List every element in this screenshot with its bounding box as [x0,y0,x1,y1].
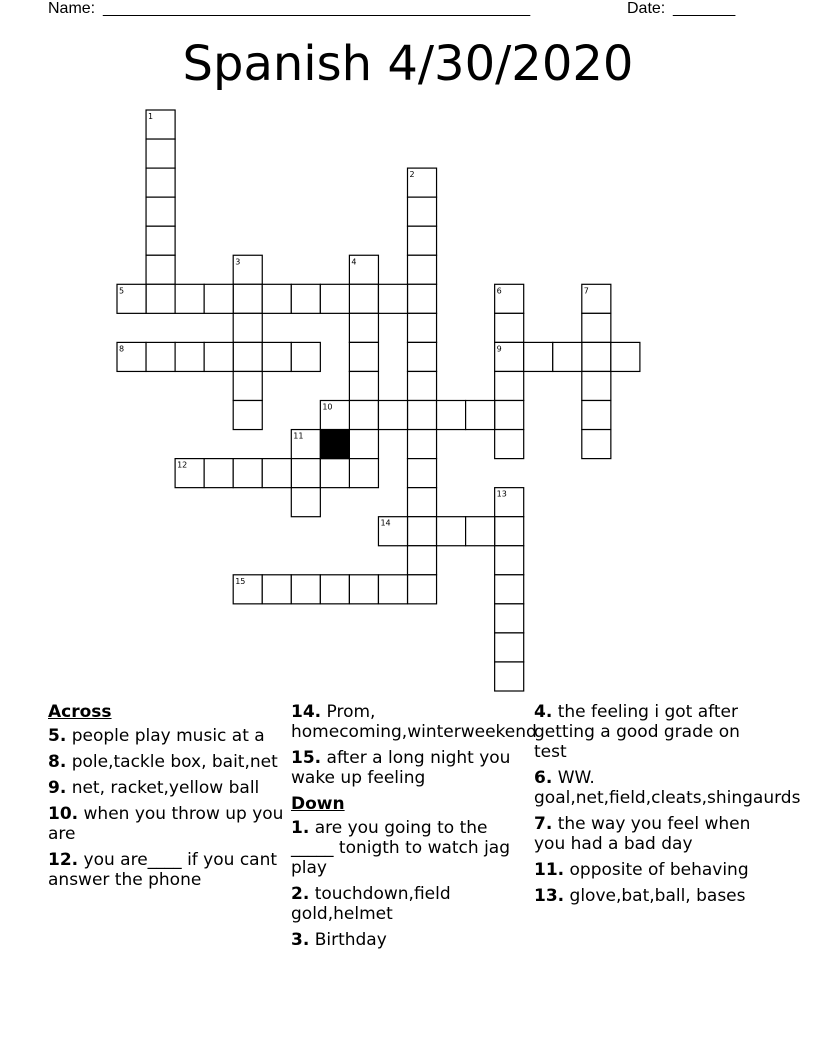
name-label: Name: [48,0,96,17]
grid-cell[interactable] [495,517,524,546]
clue-number-label: 5 [119,286,125,296]
grid-cell[interactable] [349,313,378,342]
clue-across-12 [48,850,286,890]
clue-across-15 [291,748,529,788]
clue-down-7 [534,814,772,854]
grid-cell[interactable] [349,255,378,284]
clue-number: 8. [48,752,67,772]
grid-cell[interactable] [233,459,262,488]
grid-cell[interactable] [378,401,407,430]
grid-cell[interactable] [291,342,320,371]
grid-cell[interactable] [582,401,611,430]
grid-cell[interactable] [146,197,175,226]
clue-number: 6. [534,768,553,788]
grid-cell[interactable] [466,517,495,546]
grid-cell[interactable] [233,575,262,604]
clue-down-1 [291,818,529,878]
clue-number: 11. [534,860,565,880]
clue-number: 3. [291,930,310,950]
clue-text: people play music at a [71,726,265,746]
grid-cell[interactable] [146,110,175,139]
grid-cell[interactable] [408,226,437,255]
clue-number-label: 12 [177,460,188,470]
grid-cell[interactable] [146,255,175,284]
clue-down-13 [534,886,772,906]
grid-cell[interactable] [262,342,291,371]
clue-down-3 [291,930,529,950]
grid-cell[interactable] [495,488,524,517]
grid-cell[interactable] [495,342,524,371]
grid-cell[interactable] [408,284,437,313]
date-label: Date: [627,0,666,17]
grid-cell[interactable] [320,459,349,488]
grid-cell[interactable] [378,575,407,604]
grid-cell[interactable] [495,371,524,400]
grid-cell[interactable] [117,342,146,371]
down-heading: Down [291,794,345,814]
clue-column-2 [291,702,537,956]
grid-cell[interactable] [495,604,524,633]
clue-number: 15. [291,748,322,768]
grid-cell[interactable] [349,371,378,400]
grid-cell[interactable] [378,284,407,313]
grid-cell[interactable] [495,430,524,459]
clue-down-4 [534,702,772,762]
clue-number-label: 10 [322,402,333,412]
date-blank[interactable]: _______ [673,0,736,17]
grid-cell[interactable] [408,371,437,400]
header [48,0,748,20]
clue-text: pole,tackle box, bait,net [71,752,278,772]
clue-number-label: 3 [235,257,241,267]
clue-down-6 [534,768,801,808]
clue-number: 5. [48,726,67,746]
clue-number: 12. [48,850,79,870]
clue-number-label: 4 [351,257,357,267]
grid-cell[interactable] [582,342,611,371]
grid-block [320,430,349,459]
grid-cell[interactable] [233,255,262,284]
clue-down-11 [534,860,772,880]
grid-cell[interactable] [349,459,378,488]
grid-cell[interactable] [146,226,175,255]
grid-cell[interactable] [495,313,524,342]
clue-number: 2. [291,884,310,904]
grid-cell[interactable] [233,313,262,342]
grid-cell[interactable] [582,284,611,313]
grid-cell[interactable] [175,342,204,371]
clue-text: after a long night you wake up feeling [291,748,516,788]
grid-cell[interactable] [233,342,262,371]
clue-text: glove,bat,ball, bases [569,886,746,906]
clue-text: opposite of behaving [569,860,749,880]
grid-cell[interactable] [204,284,233,313]
grid-cell[interactable] [495,284,524,313]
grid-cell[interactable] [349,401,378,430]
grid-cell[interactable] [408,488,437,517]
clue-text: Prom, homecoming,winterweekend [291,702,537,742]
grid-cell[interactable] [495,546,524,575]
grid-cell[interactable] [408,168,437,197]
clue-number-label: 13 [496,489,507,499]
clue-text: touchdown,field gold,helmet [291,884,457,924]
clue-text: WW. goal,net,field,cleats,shingaurds [534,768,801,808]
grid-cell[interactable] [349,284,378,313]
grid-cell[interactable] [408,255,437,284]
clue-number-label: 15 [235,576,246,586]
grid-cell[interactable] [408,197,437,226]
clue-across-5 [48,726,286,746]
grid-cell[interactable] [582,430,611,459]
clue-number-label: 8 [119,344,125,354]
clue-number: 14. [291,702,322,722]
grid-cell[interactable] [408,575,437,604]
grid-cell[interactable] [320,284,349,313]
grid-cell[interactable] [408,342,437,371]
clue-text: Birthday [314,930,387,950]
grid-cell[interactable] [117,284,146,313]
clue-across-14 [291,702,537,742]
clue-number: 10. [48,804,79,824]
grid-cell[interactable] [495,401,524,430]
grid-cell[interactable] [291,430,320,459]
grid-cell[interactable] [408,546,437,575]
clue-number-label: 6 [496,286,502,296]
grid-cell[interactable] [146,284,175,313]
grid-cell[interactable] [408,313,437,342]
clue-across-9 [48,778,286,798]
grid-cell[interactable] [582,313,611,342]
grid-cell[interactable] [233,371,262,400]
clue-number-label: 14 [380,518,391,528]
clue-number-label: 2 [409,170,415,180]
clue-across-8 [48,752,286,772]
grid-cell[interactable] [146,168,175,197]
grid-cell[interactable] [204,459,233,488]
grid-cell[interactable] [233,284,262,313]
clue-number: 9. [48,778,67,798]
grid-cell[interactable] [349,575,378,604]
grid-cell[interactable] [408,430,437,459]
clue-text: are you going to the _____ tonigth to watch jag play [291,818,516,878]
grid-cell[interactable] [349,430,378,459]
clue-column-3 [534,702,801,912]
grid-cell[interactable] [553,342,582,371]
clue-across-10 [48,804,289,844]
clue-number-label: 1 [148,112,154,121]
clue-text: when you throw up you are [48,804,289,844]
clue-number: 4. [534,702,553,722]
grid-cell[interactable] [146,342,175,371]
grid-cell[interactable] [262,284,291,313]
page-title: Spanish 4/30/2020 [182,36,634,92]
grid-cell[interactable] [408,459,437,488]
grid-cell[interactable] [320,575,349,604]
clue-number-label: 9 [496,344,502,354]
grid-cell[interactable] [437,517,466,546]
clue-number: 13. [534,886,565,906]
grid-cell[interactable] [378,517,407,546]
grid-cell[interactable] [466,401,495,430]
grid-cell[interactable] [291,488,320,517]
grid-cell[interactable] [495,662,524,691]
grid-cell[interactable] [175,459,204,488]
grid-cell[interactable] [291,459,320,488]
across-heading: Across [48,702,112,722]
clue-text: the feeling i got after getting a good grade on test [534,702,746,762]
grid-cell[interactable] [524,342,553,371]
clue-column-1 [48,702,289,896]
grid-cell[interactable] [408,517,437,546]
grid-cell[interactable] [175,284,204,313]
grid-cell[interactable] [204,342,233,371]
grid-cell[interactable] [582,371,611,400]
grid-cell[interactable] [611,342,640,371]
clue-number-label: 7 [583,286,589,296]
clue-text: the way you feel when you had a bad day [534,814,756,854]
grid-cell[interactable] [349,342,378,371]
name-blank[interactable]: ________________________________________________ [103,0,531,17]
clue-down-2 [291,884,529,924]
grid-cell[interactable] [146,139,175,168]
grid-cell[interactable] [262,575,291,604]
grid-cell[interactable] [262,459,291,488]
grid-cell[interactable] [495,575,524,604]
grid-cell[interactable] [320,401,349,430]
clue-text: net, racket,yellow ball [71,778,260,798]
grid-cell[interactable] [495,633,524,662]
grid-cell[interactable] [291,575,320,604]
clue-number-label: 11 [293,431,304,441]
clue-number: 1. [291,818,310,838]
grid-cell[interactable] [437,401,466,430]
clue-number: 7. [534,814,553,834]
grid-cell[interactable] [291,284,320,313]
clue-text: you are____ if you cant answer the phone [48,850,283,890]
grid-cell[interactable] [233,401,262,430]
grid-cell[interactable] [408,401,437,430]
